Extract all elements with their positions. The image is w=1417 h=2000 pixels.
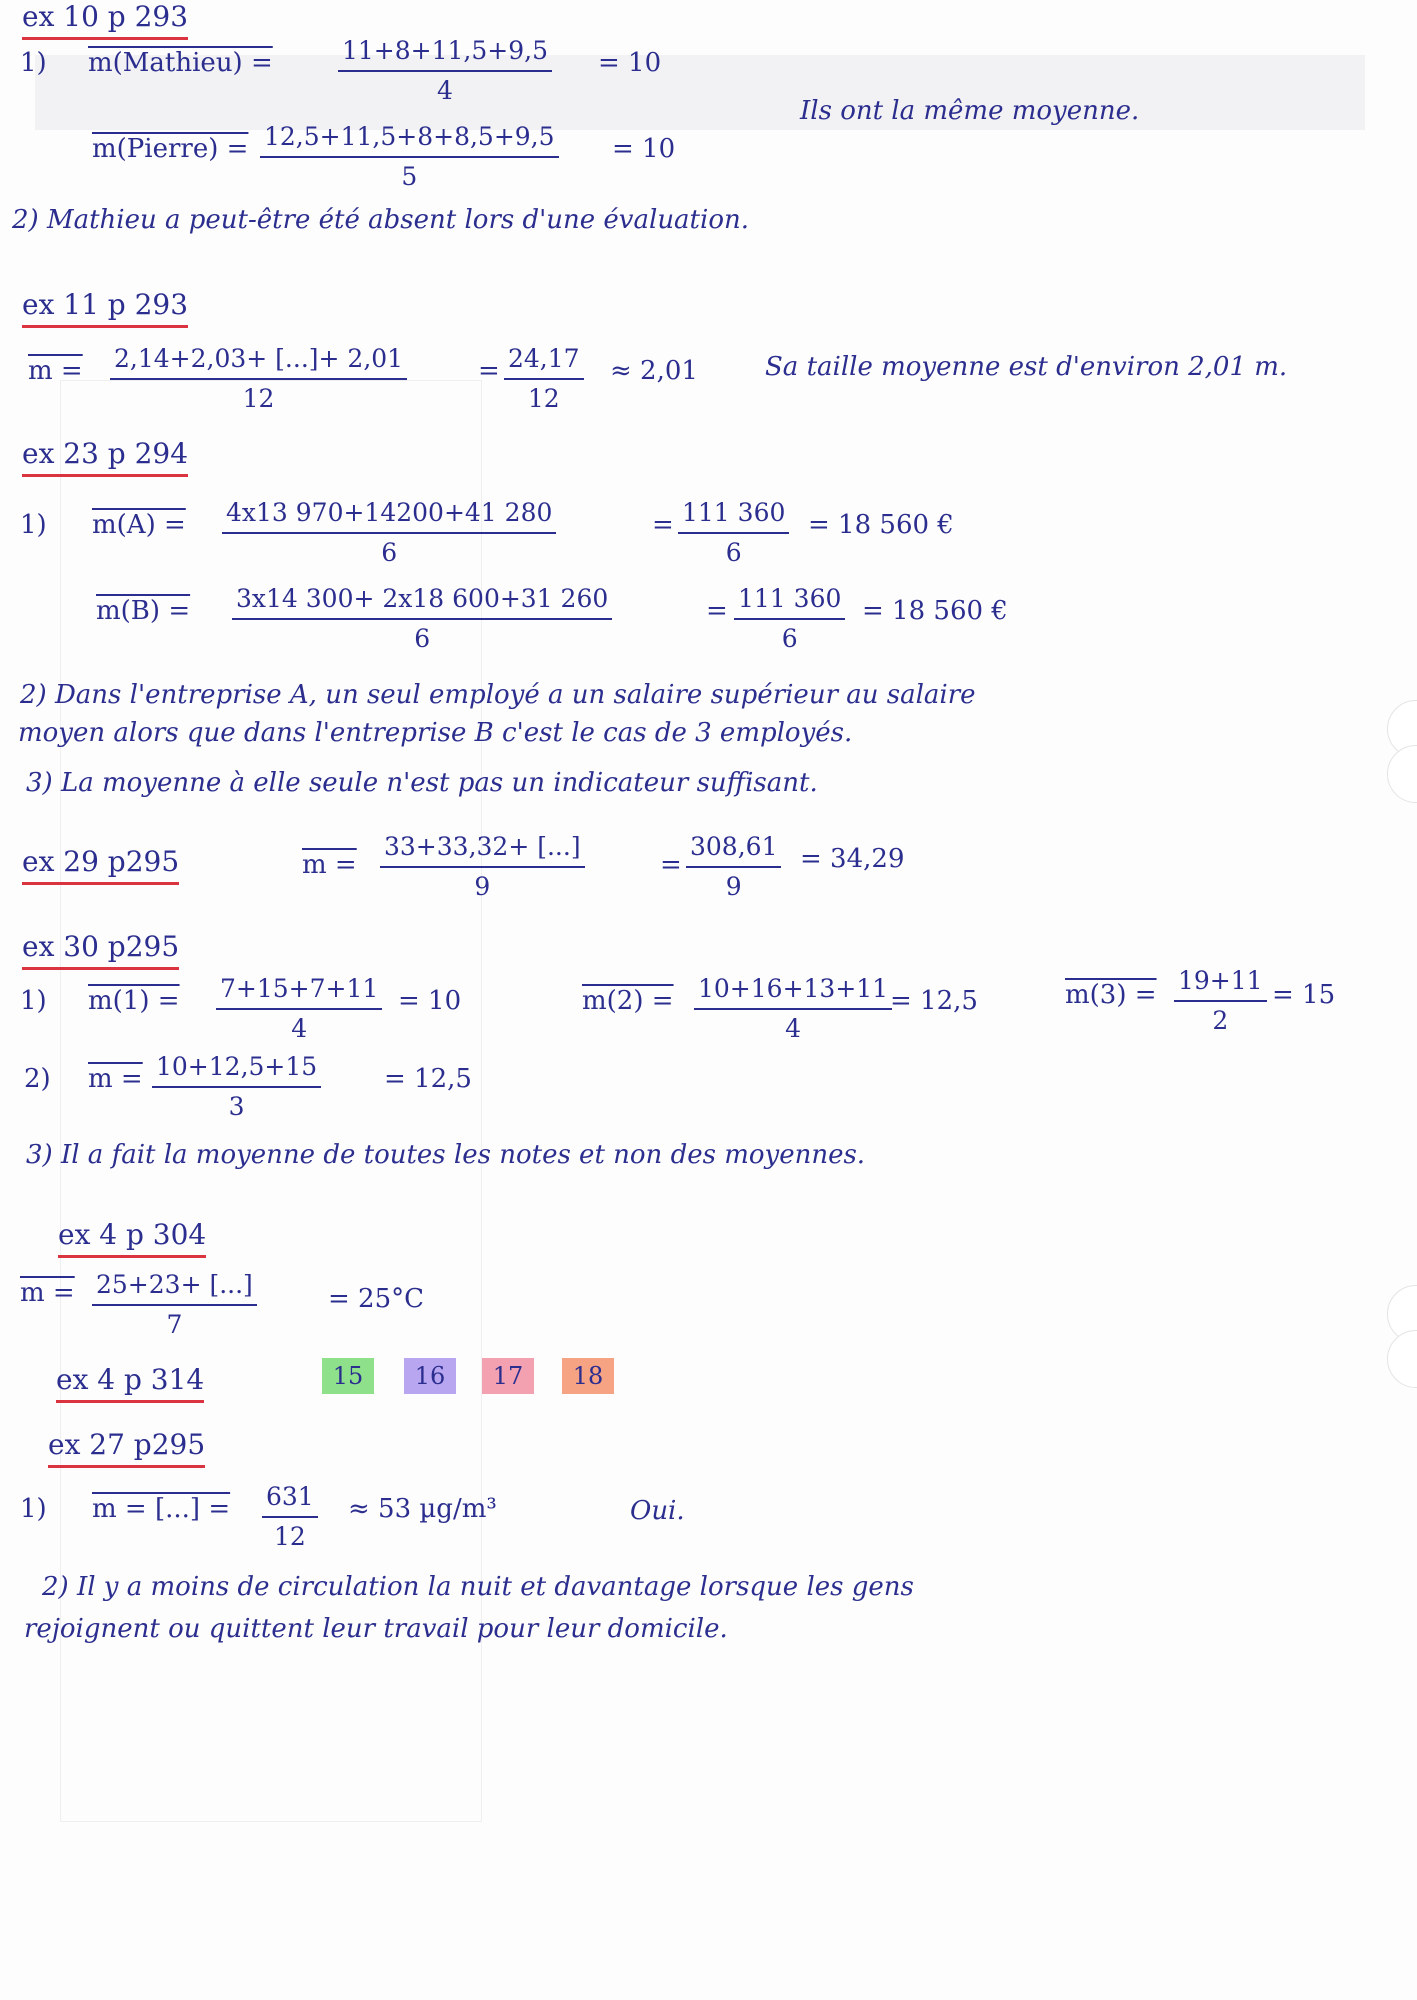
fraction-numerator: 111 360 bbox=[678, 498, 789, 534]
result: = 10 bbox=[598, 48, 662, 78]
fraction-numerator: 631 bbox=[262, 1482, 318, 1518]
exercise-heading: ex 27 p295 bbox=[48, 1428, 205, 1468]
exercise-heading: ex 30 p295 bbox=[22, 930, 179, 970]
fraction bbox=[504, 344, 584, 413]
fraction-numerator: 10+16+13+11 bbox=[694, 974, 892, 1010]
fraction-denominator: 12 bbox=[527, 384, 560, 413]
answer-text: 2) Mathieu a peut-être été absent lors d'une évaluation. bbox=[12, 205, 749, 235]
fraction-denominator: 4 bbox=[291, 1014, 308, 1043]
fraction-numerator: 2,14+2,03+ [...]+ 2,01 bbox=[110, 344, 407, 380]
fraction-numerator: 3x14 300+ 2x18 600+31 260 bbox=[232, 584, 612, 620]
answer-text: moyen alors que dans l'entreprise B c'est le cas de 3 employés. bbox=[18, 718, 853, 748]
mean-label: m(B) = bbox=[96, 596, 191, 626]
fraction bbox=[1174, 966, 1267, 1035]
equals-sign: = bbox=[660, 850, 682, 880]
question-number: 1) bbox=[20, 48, 47, 78]
fraction-numerator: 7+15+7+11 bbox=[216, 974, 382, 1010]
fraction bbox=[92, 1270, 257, 1339]
fraction bbox=[152, 1052, 321, 1121]
fraction-numerator: 308,61 bbox=[686, 832, 781, 868]
mean-label: m = [...] = bbox=[92, 1494, 231, 1524]
fraction bbox=[260, 122, 559, 191]
fraction bbox=[222, 498, 556, 567]
result: = 10 bbox=[612, 134, 676, 164]
punch-hole bbox=[1387, 745, 1417, 803]
comment: Sa taille moyenne est d'environ 2,01 m. bbox=[765, 352, 1288, 382]
fraction-numerator: 10+12,5+15 bbox=[152, 1052, 321, 1088]
fraction bbox=[734, 584, 845, 653]
fraction-denominator: 12 bbox=[273, 1522, 306, 1551]
fraction bbox=[216, 974, 382, 1043]
mean-label: m(Pierre) = bbox=[92, 134, 249, 164]
fraction-numerator: 24,17 bbox=[504, 344, 584, 380]
fraction-numerator: 111 360 bbox=[734, 584, 845, 620]
fraction-denominator: 9 bbox=[725, 872, 742, 901]
exercise-heading: ex 23 p 294 bbox=[22, 437, 188, 477]
fraction bbox=[678, 498, 789, 567]
equals-sign: = bbox=[706, 596, 728, 626]
grade-tag-green: 15 bbox=[322, 1358, 374, 1394]
result: = 10 bbox=[398, 986, 462, 1016]
fraction bbox=[338, 36, 552, 105]
fraction-numerator: 4x13 970+14200+41 280 bbox=[222, 498, 556, 534]
fraction-numerator: 19+11 bbox=[1174, 966, 1267, 1002]
comment: Oui. bbox=[630, 1496, 685, 1526]
fraction-denominator: 4 bbox=[437, 76, 453, 105]
fraction-denominator: 6 bbox=[381, 538, 398, 567]
exercise-heading: ex 29 p295 bbox=[22, 845, 179, 885]
fraction-denominator: 9 bbox=[474, 872, 491, 901]
result: = 18 560 € bbox=[808, 510, 954, 540]
fraction-numerator: 33+33,32+ [...] bbox=[380, 832, 585, 868]
mean-label: m = bbox=[28, 356, 83, 386]
exercise-heading: ex 10 p 293 bbox=[22, 0, 188, 40]
punch-hole bbox=[1387, 1330, 1417, 1388]
fraction bbox=[380, 832, 585, 901]
fraction-denominator: 5 bbox=[401, 162, 418, 191]
answer-text: 3) Il a fait la moyenne de toutes les notes et non des moyennes. bbox=[26, 1140, 866, 1170]
grade-tag-pink: 17 bbox=[482, 1358, 534, 1394]
exercise-heading: ex 4 p 304 bbox=[58, 1218, 206, 1258]
equals-sign: = bbox=[652, 510, 674, 540]
fraction bbox=[262, 1482, 318, 1551]
fraction bbox=[110, 344, 407, 413]
result: = 34,29 bbox=[800, 844, 905, 874]
result: ≈ 53 µg/m³ bbox=[348, 1494, 497, 1524]
fraction-denominator: 3 bbox=[228, 1092, 245, 1121]
mean-label: m(3) = bbox=[1065, 980, 1157, 1010]
fraction bbox=[686, 832, 781, 901]
fraction-denominator: 2 bbox=[1212, 1006, 1229, 1035]
mean-label: m(2) = bbox=[582, 986, 674, 1016]
fraction bbox=[694, 974, 892, 1043]
question-number: 1) bbox=[20, 510, 47, 540]
fraction bbox=[232, 584, 612, 653]
result: = 12,5 bbox=[384, 1064, 472, 1094]
fraction-numerator: 25+23+ [...] bbox=[92, 1270, 257, 1306]
fraction-numerator: 12,5+11,5+8+8,5+9,5 bbox=[260, 122, 559, 158]
exercise-heading: ex 11 p 293 bbox=[22, 288, 188, 328]
grade-tag-orange: 18 bbox=[562, 1358, 614, 1394]
question-number: 2) bbox=[24, 1064, 51, 1094]
question-number: 1) bbox=[20, 986, 47, 1016]
result: = 12,5 bbox=[890, 986, 978, 1016]
question-number: 1) bbox=[20, 1494, 47, 1524]
grade-tag-purple: 16 bbox=[404, 1358, 456, 1394]
mean-label: m(Mathieu) = bbox=[88, 48, 273, 78]
result: ≈ 2,01 bbox=[610, 356, 698, 386]
mean-label: m = bbox=[302, 850, 357, 880]
result: = 25°C bbox=[328, 1284, 425, 1314]
fraction-denominator: 6 bbox=[414, 624, 431, 653]
fraction-numerator: 11+8+11,5+9,5 bbox=[338, 36, 552, 72]
mean-label: m(A) = bbox=[92, 510, 186, 540]
answer-text: 2) Dans l'entreprise A, un seul employé a un salaire supérieur au salaire bbox=[20, 680, 976, 710]
mean-label: m(1) = bbox=[88, 986, 180, 1016]
equals-sign: = bbox=[478, 356, 500, 386]
exercise-heading: ex 4 p 314 bbox=[56, 1363, 204, 1403]
mean-label: m = bbox=[88, 1064, 143, 1094]
fraction-denominator: 7 bbox=[166, 1310, 183, 1339]
comment: Ils ont la même moyenne. bbox=[800, 96, 1140, 126]
fraction-denominator: 6 bbox=[781, 624, 798, 653]
fraction-denominator: 12 bbox=[242, 384, 275, 413]
fraction-denominator: 6 bbox=[725, 538, 742, 567]
answer-text: rejoignent ou quittent leur travail pour leur domicile. bbox=[24, 1614, 728, 1644]
result: = 15 bbox=[1272, 980, 1336, 1010]
answer-text: 2) Il y a moins de circulation la nuit et davantage lorsque les gens bbox=[42, 1572, 914, 1602]
fraction-denominator: 4 bbox=[785, 1014, 801, 1043]
mean-label: m = bbox=[20, 1278, 75, 1308]
result: = 18 560 € bbox=[862, 596, 1008, 626]
answer-text: 3) La moyenne à elle seule n'est pas un indicateur suffisant. bbox=[26, 768, 818, 798]
